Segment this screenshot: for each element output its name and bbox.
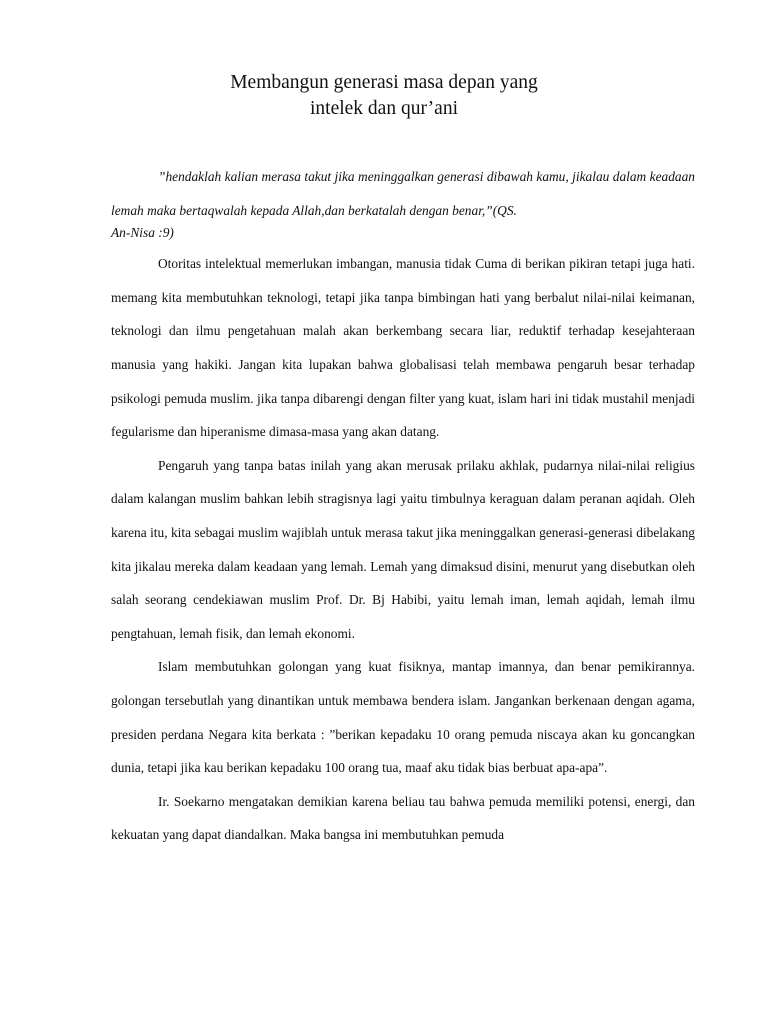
paragraph-1: Otoritas intelektual memerlukan imbangan, manusia tidak Cuma di berikan pikiran tetapi juga hati. memang kita membutuhkan teknologi, tetapi jika tanpa bimbingan hati yang berbalut nilai-nilai keimanan, teknologi dan ilmu pengetahuan malah akan berkembang secara liar, reduktif terhadap kesejahteraan manusia yang hakiki. Jangan kita lupakan bahwa globalisasi telah membawa pengaruh besar terhadap psikologi pemuda muslim. jika tanpa dibarengi dengan filter yang kuat, islam hari ini tidak mustahil menjadi fegularisme dan hiperanisme dimasa-masa yang akan datang. (111, 256, 695, 440)
quote-text: ”hendaklah kalian merasa takut jika meninggalkan generasi dibawah kamu, jikalau dalam keadaan lemah maka bertaqwalah kepada Allah,dan berkatalah dengan benar,”(QS. (111, 169, 695, 218)
document-body (111, 160, 695, 852)
quote-reference-text: An-Nisa :9) (111, 225, 174, 241)
document-title (0, 70, 768, 122)
paragraph-4: Ir. Soekarno mengatakan demikian karena beliau tau bahwa pemuda memiliki potensi, energi, dan kekuatan yang dapat diandalkan. Maka bangsa ini membutuhkan pemuda (111, 793, 695, 843)
paragraph-2: Pengaruh yang tanpa batas inilah yang akan merusak prilaku akhlak, pudarnya nilai-nilai religius dalam kalangan muslim bahkan lebih stragisnya lagi yaitu timbulnya keraguan dalam peranan aqidah. Oleh karena itu, kita sebagai muslim wajiblah untuk merasa takut jika meninggalkan generasi-generasi dibelakang kita jikalau mereka dalam keadaan yang lemah. Lemah yang dimaksud disini, menurut yang disebutkan oleh salah seorang cendekiawan muslim Prof. Dr. Bj Habibi, yaitu lemah iman, lemah aqidah, lemah ilmu pengtahuan, lemah fisik, dan lemah ekonomi. (111, 457, 695, 641)
quote-paragraph (111, 160, 695, 227)
title-line-2: intelek dan qur’ani (309, 98, 458, 119)
title-line-1: Membangun generasi masa depan yang (230, 72, 538, 93)
paragraph-3: Islam membutuhkan golongan yang kuat fisiknya, mantap imannya, dan benar pemikirannya. golongan tersebutlah yang dinantikan untuk membawa bendera islam. Jangankan berkenaan dengan agama, presiden perdana Negara kita berkata : ”berikan kepadaku 10 orang pemuda niscaya akan ku goncangkan dunia, tetapi jika kau berikan kepadaku 100 orang tua, maaf aku tidak bias berbuat apa-apa”. (111, 659, 695, 776)
